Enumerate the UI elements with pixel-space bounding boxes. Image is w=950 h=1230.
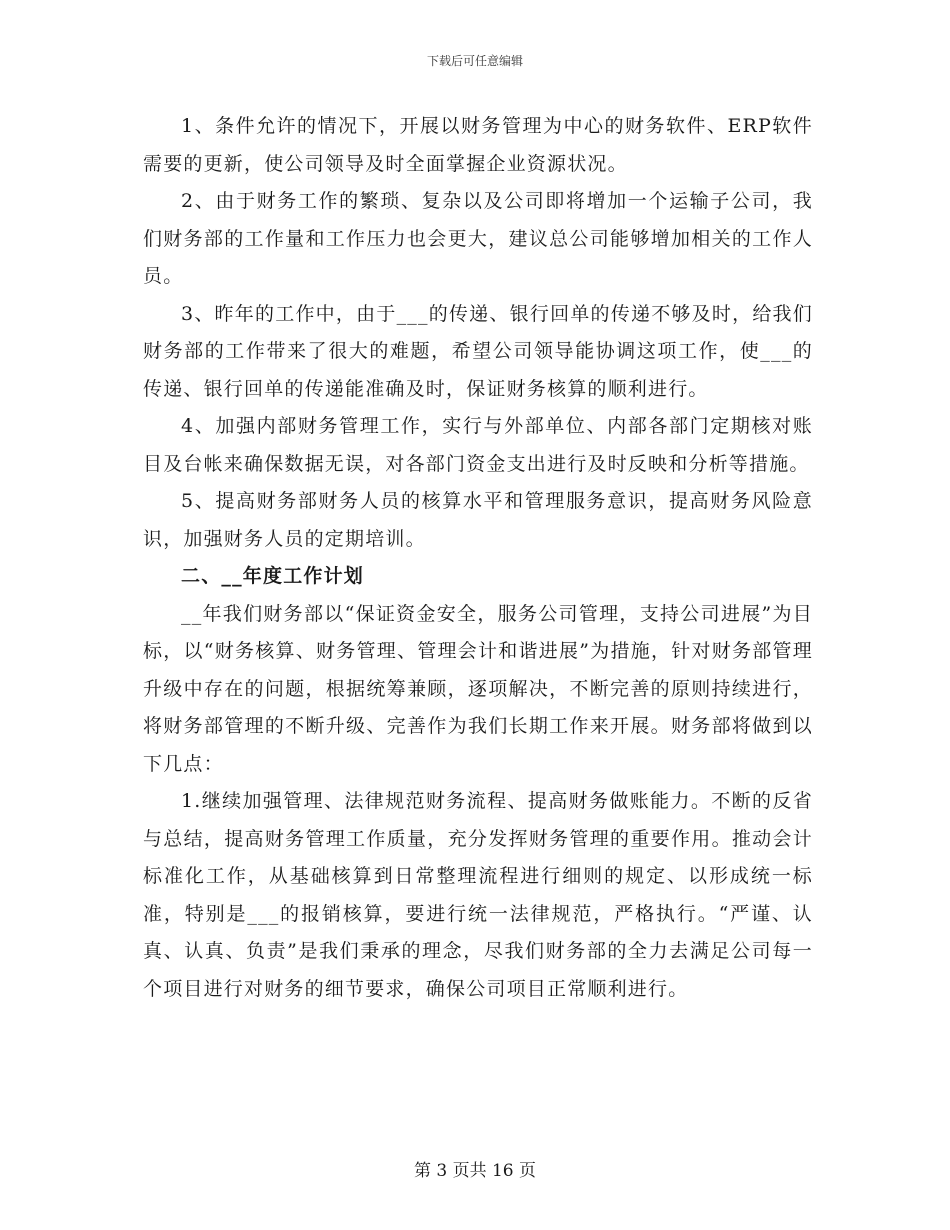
- paragraph-item-2: 2、由于财务工作的繁琐、复杂以及公司即将增加一个运输子公司，我们财务部的工作量和工作压力也会更大，建议总公司能够增加相关的工作人员。: [143, 190, 813, 287]
- document-body: [143, 108, 813, 1008]
- paragraph-item-4: 4、加强内部财务管理工作，实行与外部单位、内部各部门定期核对账目及台帐来确保数据无误，对各部门资金支出进行及时反映和分析等措施。: [143, 415, 813, 475]
- paragraph-item-3: 3、昨年的工作中，由于___的传递、银行回单的传递不够及时，给我们财务部的工作带来了很大的难题，希望公司领导能协调这项工作，使___的传递、银行回单的传递能准确及时，保证财务核算的顺利进行。: [143, 302, 813, 400]
- paragraph-item-1: 1、条件允许的情况下，开展以财务管理为中心的财务软件、ERP软件需要的更新，使公司领导及时全面掌握企业资源状况。: [143, 115, 813, 175]
- page-header-note: 下载后可任意编辑: [426, 54, 523, 68]
- plan-intro-paragraph: __年我们财务部以“保证资金安全，服务公司管理，支持公司进展”为目标，以“财务核算、财务管理、管理会计和谐进展”为措施，针对财务部管理升级中存在的问题，根据统筹兼顾，逐项解决，不断完善的原则持续进行，将财务部管理的不断升级、完善作为我们长期工作来开展。财务部将做到以下几点：: [143, 602, 813, 775]
- paragraph-item-5: 5、提高财务部财务人员的核算水平和管理服务意识，提高财务风险意识，加强财务人员的定期培训。: [143, 490, 813, 550]
- section-heading: 二、__年度工作计划: [181, 565, 365, 587]
- page-number: 第 3 页共 16 页: [413, 1161, 537, 1181]
- plan-item-1-paragraph: 1.继续加强管理、法律规范财务流程、提高财务做账能力。不断的反省与总结，提高财务管理工作质量，充分发挥财务管理的重要作用。推动会计标准化工作，从基础核算到日常整理流程进行细则的规定、以形成统一标准，特别是___的报销核算，要进行统一法律规范，严格执行。“严谨、认真、认真、负责”是我们秉承的理念，尽我们财务部的全力去满足公司每一个项目进行对财务的细节要求，确保公司项目正常顺利进行。: [143, 790, 813, 1000]
